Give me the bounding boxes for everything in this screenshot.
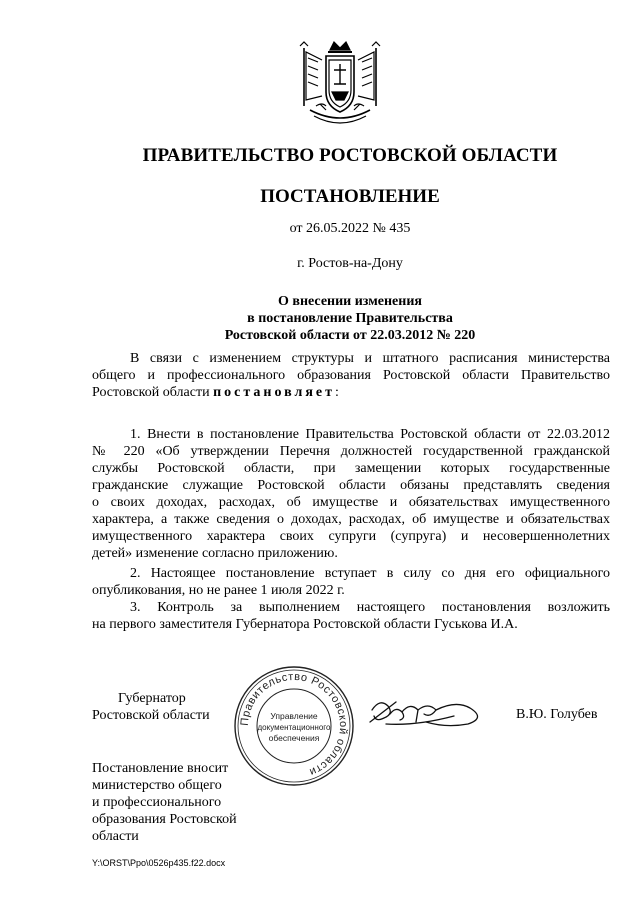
date-and-number: от 26.05.2022 № 435 bbox=[289, 221, 411, 236]
note-line: и профессионального bbox=[92, 795, 222, 810]
item-3-paragraph bbox=[92, 599, 610, 633]
decree-keyword: постановляет bbox=[213, 385, 336, 400]
preamble-colon: : bbox=[335, 385, 339, 400]
stamp-center-line: документационного bbox=[257, 723, 331, 732]
official-stamp bbox=[232, 664, 356, 788]
subject-line: О внесении изменения bbox=[278, 294, 422, 309]
item-1-line: характера, а также сведения о доходах, расходах, об имуществе и обязательствах bbox=[92, 512, 610, 527]
item-3-line: на первого заместителя Губернатора Ростовской области Гуськова И.А. bbox=[92, 617, 518, 632]
item-2-line: опубликования, но не ранее 1 июля 2022 г. bbox=[92, 583, 345, 598]
note-line: области bbox=[92, 829, 139, 844]
subject-line: в постановление Правительства bbox=[247, 311, 453, 326]
item-1-line: 1. Внести в постановление Правительства Ростовской области от 22.03.2012 bbox=[130, 427, 610, 442]
preamble-paragraph bbox=[92, 350, 610, 401]
item-1-line: о своих доходах, расходах, об имуществе и обязательствах имущественного bbox=[92, 495, 610, 510]
item-1-line: гражданские служащие Ростовской области обязаны представлять сведения bbox=[92, 478, 610, 493]
item-2-line: 2. Настоящее постановление вступает в силу со дня его официального bbox=[130, 566, 610, 581]
preamble-line bbox=[92, 384, 610, 401]
stamp-center-line: Управление bbox=[270, 711, 318, 721]
preamble-line-text: Ростовской области bbox=[92, 385, 210, 400]
preamble-line: общего и профессионального образования Ростовской области Правительство bbox=[92, 368, 610, 383]
government-title: ПРАВИТЕЛЬСТВО РОСТОВСКОЙ ОБЛАСТИ bbox=[142, 145, 558, 166]
item-1-line: имущественного характера своих супруги (супруга) и несовершеннолетних bbox=[92, 529, 610, 544]
city: г. Ростов-на-Дону bbox=[297, 256, 403, 271]
item-1-paragraph bbox=[92, 426, 610, 562]
position-line: Губернатор bbox=[118, 691, 186, 706]
note-line: Постановление вносит bbox=[92, 761, 229, 776]
coat-of-arms-icon bbox=[296, 40, 384, 132]
document-subject bbox=[0, 293, 640, 344]
position-line: Ростовской области bbox=[92, 708, 210, 723]
stamp-ring-text: Правительство Ростовской области bbox=[238, 670, 350, 779]
item-1-line: службы Ростовской области, при замещении которых государственные bbox=[92, 461, 610, 476]
signatory-name: В.Ю. Голубев bbox=[516, 707, 598, 722]
signatory-position bbox=[92, 690, 210, 724]
stamp-center-line: обеспечения bbox=[268, 733, 320, 743]
preamble-line: В связи с изменением структуры и штатного расписания министерства bbox=[130, 351, 610, 366]
note-line: министерство общего bbox=[92, 778, 222, 793]
item-1-line: детей» изменение согласно приложению. bbox=[92, 546, 338, 561]
document-type: ПОСТАНОВЛЕНИЕ bbox=[260, 186, 440, 207]
item-1-line: № 220 «Об утверждении Перечня должностей государственной гражданской bbox=[92, 444, 610, 459]
item-2-paragraph bbox=[92, 565, 610, 599]
note-line: образования Ростовской bbox=[92, 812, 237, 827]
item-3-line: 3. Контроль за выполнением настоящего постановления возложить bbox=[130, 600, 610, 615]
submission-note bbox=[92, 760, 237, 845]
handwritten-signature bbox=[366, 688, 496, 734]
file-path: Y:\ORST\Ppo\0526p435.f22.docx bbox=[92, 858, 226, 868]
subject-line: Ростовской области от 22.03.2012 № 220 bbox=[224, 328, 476, 343]
